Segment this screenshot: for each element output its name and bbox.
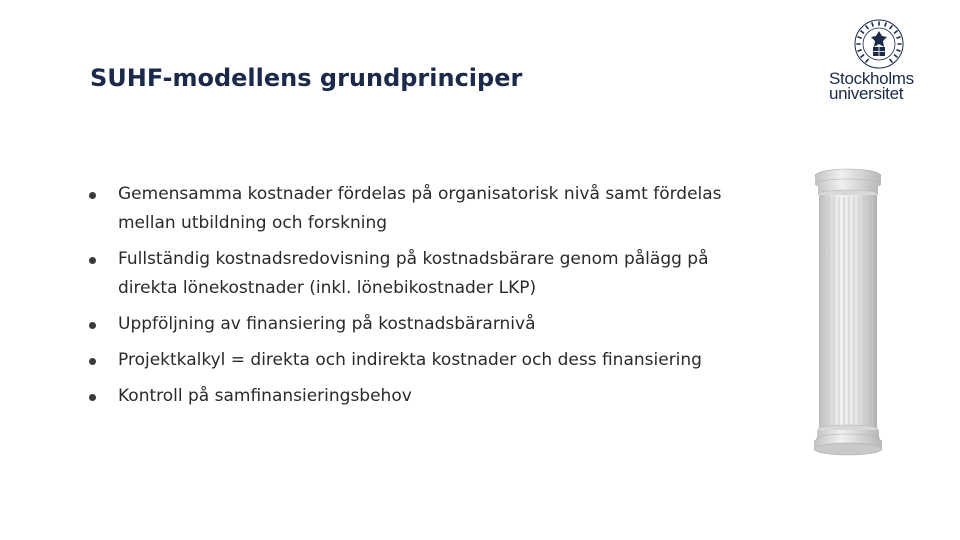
bullet-text: Projektkalkyl = direkta och indirekta kostnader och dess finansiering [118,350,702,370]
slide-title: SUHF-modellens grundprinciper [90,64,523,92]
bullet-item [85,310,765,339]
logo-text-line2: universitet [829,84,904,103]
bullet-text: Fullständig kostnadsredovisning på kostnadsbärare genom pålägg på direkta lönekostnader (inkl. lönebikostnader LKP) [118,249,709,298]
bullet-dot-icon [89,257,96,264]
bullet-text: Kontroll på samfinansieringsbehov [118,386,412,406]
bullet-dot-icon [89,358,96,365]
bullet-item [85,382,765,411]
bullet-text: Uppföljning av finansiering på kostnadsbärarnivå [118,314,536,334]
bullet-text: Gemensamma kostnader fördelas på organisatorisk nivå samt fördelas mellan utbildning och forskning [118,184,722,233]
bullet-item [85,346,765,375]
bullet-item [85,180,765,238]
pillar-icon [808,167,888,457]
logo-text-line1: Stockholms [829,69,914,88]
bullet-list [85,180,765,418]
bullet-dot-icon [89,322,96,329]
bullet-item [85,245,765,303]
university-logo [826,18,926,102]
university-seal-icon [853,18,905,70]
bullet-dot-icon [89,394,96,401]
bullet-dot-icon [89,192,96,199]
